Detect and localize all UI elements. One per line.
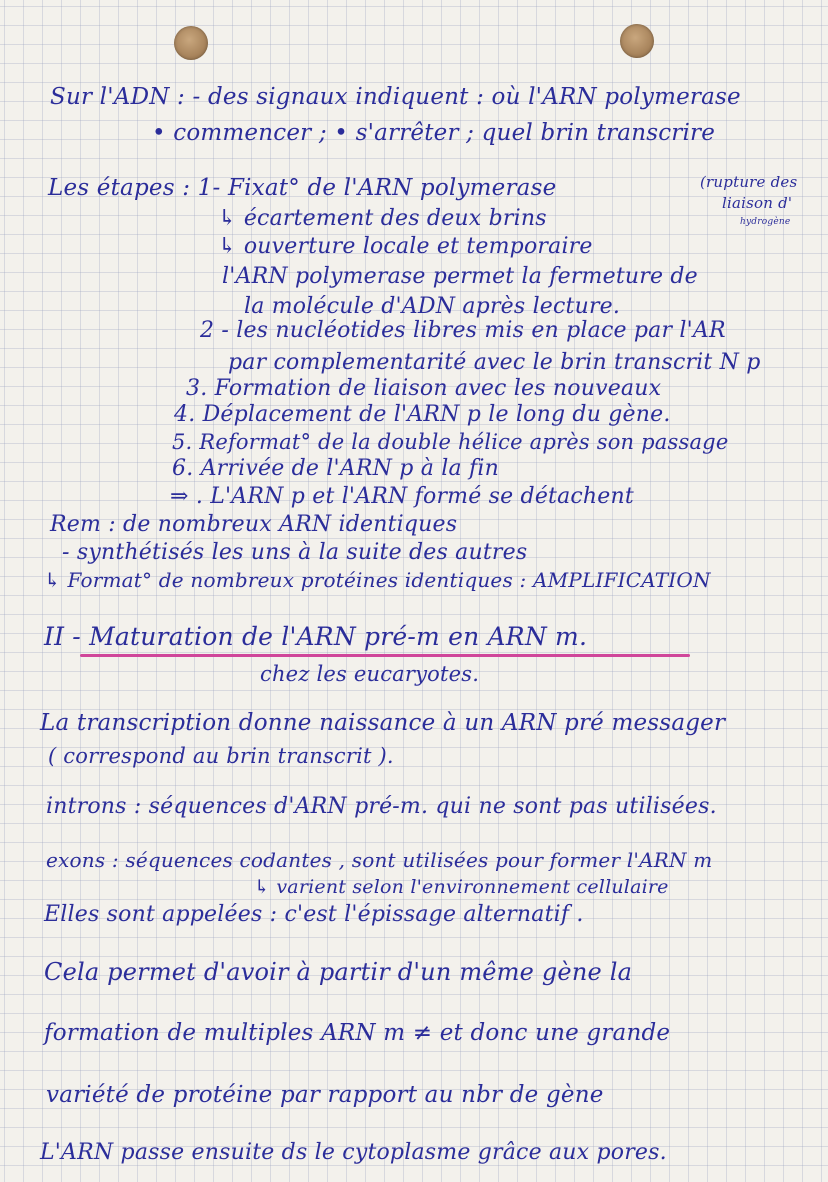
- note-line-transcription: La transcription donne naissance à un ARN pré messager: [40, 710, 726, 736]
- note-line-step-4: 4. Déplacement de l'ARN p le long du gène.: [174, 402, 671, 427]
- note-line-liaison: liaison d': [722, 194, 793, 212]
- note-line-environnement: ↳ varient selon l'environnement cellulaire: [254, 876, 669, 898]
- note-line-step-6: 6. Arrivée de l'ARN p à la fin: [172, 456, 499, 481]
- note-line-multiples-arn: formation de multiples ARN m ≠ et donc une grande: [44, 1020, 671, 1046]
- note-line-rem: Rem : de nombreux ARN identiques: [50, 512, 458, 537]
- note-line-step-7: ⇒ . L'ARN p et l'ARN formé se détachent: [170, 484, 634, 509]
- note-line-step-3: 3. Formation de liaison avec les nouveaux: [186, 376, 662, 401]
- note-line-cela-permet: Cela permet d'avoir à partir d'un même gène la: [44, 958, 633, 986]
- note-line-exons: exons : séquences codantes , sont utilisées pour former l'ARN m: [46, 848, 713, 872]
- note-line-molecule: la molécule d'ADN après lecture.: [244, 294, 621, 319]
- note-line-step-2: 2 - les nucléotides libres mis en place par l'AR: [200, 318, 726, 343]
- note-line-ouverture: ↳ ouverture locale et temporaire: [218, 234, 593, 259]
- note-line-cytoplasme: L'ARN passe ensuite ds le cytoplasme grâce aux pores.: [40, 1140, 667, 1165]
- note-line-amplification: ↳ Format° de nombreux protéines identiques : AMPLIFICATION: [44, 568, 711, 592]
- note-line-introns: introns : séquences d'ARN pré-m. qui ne sont pas utilisées.: [46, 794, 717, 819]
- binder-hole-right: [620, 24, 654, 58]
- note-line-epissage: Elles sont appelées : c'est l'épissage alternatif .: [44, 902, 584, 927]
- note-line-steps-title: Les étapes : 1- Fixat° de l'ARN polymerase: [48, 175, 557, 201]
- note-line-ecartement: ↳ écartement des deux brins: [218, 206, 547, 231]
- note-line-fermeture: l'ARN polymerase permet la fermeture de: [222, 264, 698, 289]
- note-line-complementarite: par complementarité avec le brin transcrit N p: [228, 350, 761, 375]
- section-heading-maturation: II - Maturation de l'ARN pré-m en ARN m.: [44, 622, 588, 651]
- note-line-rupture: (rupture des: [700, 173, 798, 191]
- binder-hole-left: [174, 26, 208, 60]
- heading-underline: [80, 654, 690, 657]
- note-line-adn-signals-2: • commencer ; • s'arrêter ; quel brin transcrire: [152, 120, 716, 146]
- note-line-synthetises: - synthétisés les uns à la suite des autres: [62, 540, 528, 565]
- note-line-eucaryotes: chez les eucaryotes.: [260, 662, 480, 686]
- note-line-adn-signals: Sur l'ADN : - des signaux indiquent : où l'ARN polymerase: [50, 84, 741, 110]
- note-line-variete: variété de protéine par rapport au nbr de gène: [46, 1082, 604, 1108]
- note-line-step-5: 5. Reformat° de la double hélice après son passage: [172, 430, 729, 454]
- note-line-brin-transcrit: ( correspond au brin transcrit ).: [48, 744, 394, 768]
- note-line-hydrogene: hydrogène: [740, 217, 791, 227]
